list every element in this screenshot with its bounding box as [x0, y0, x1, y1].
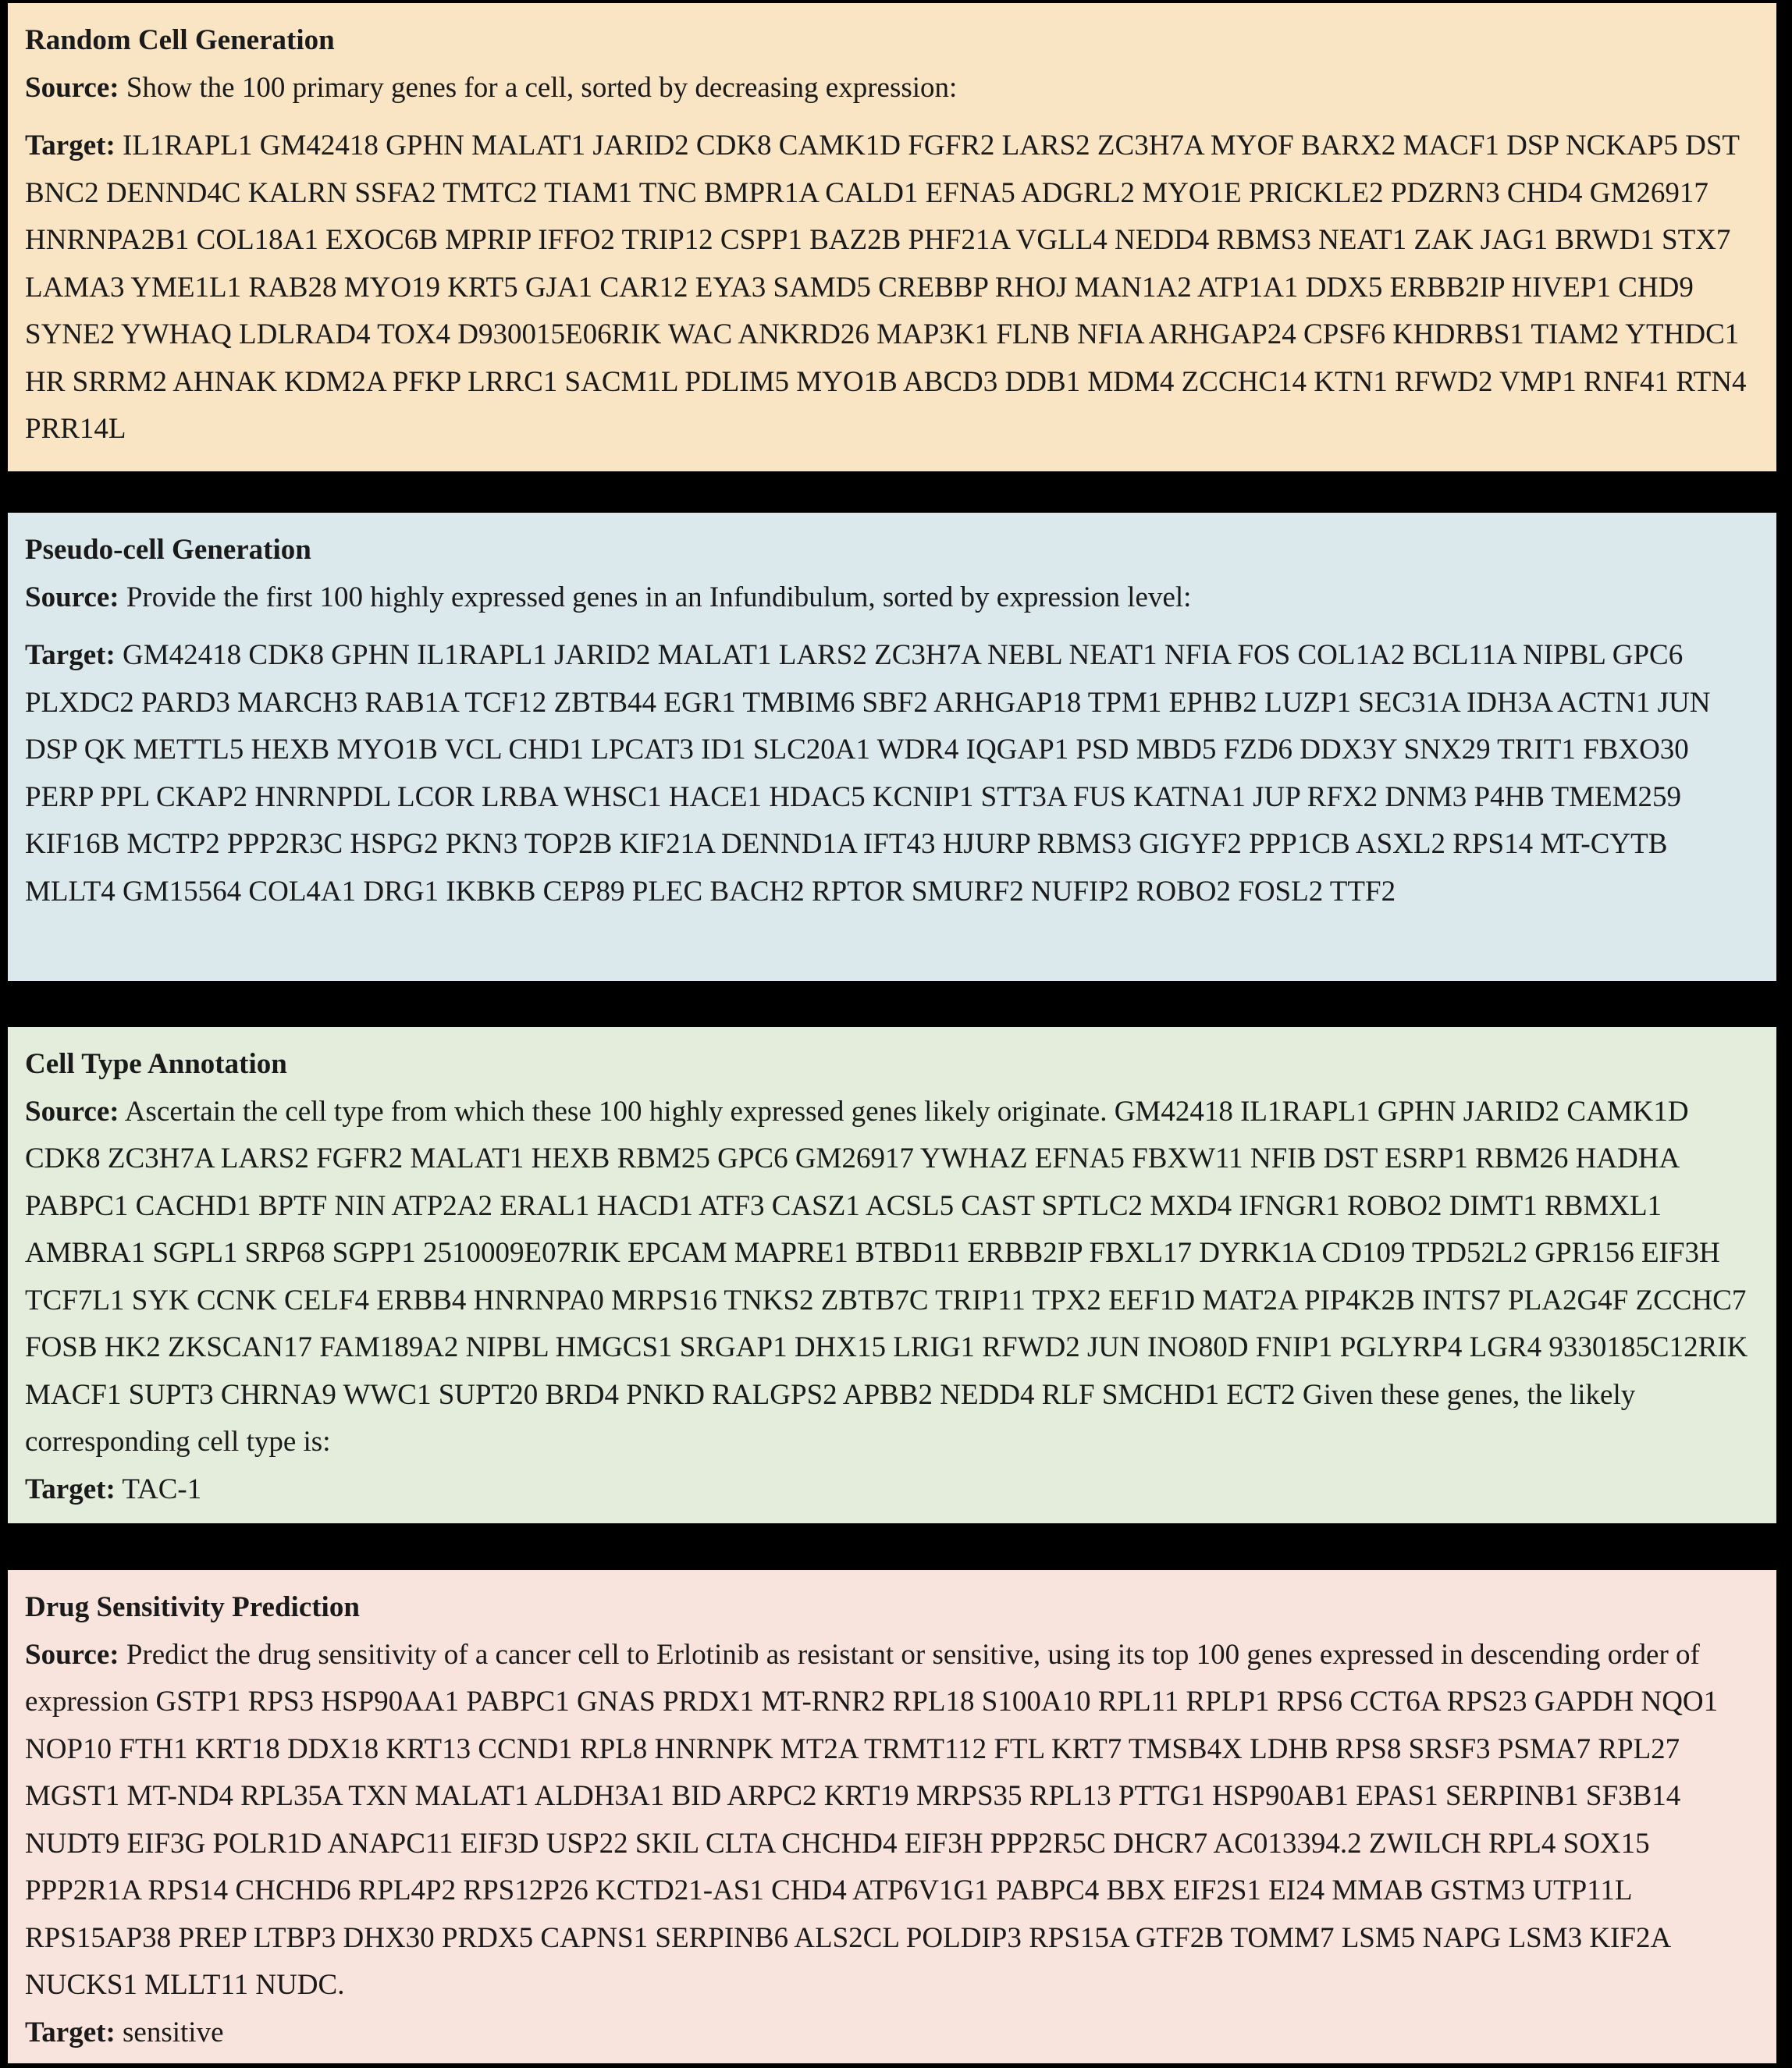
- drug-target-label: Target:: [25, 2016, 116, 2048]
- drug-source-label: Source:: [25, 1638, 119, 1671]
- pseudo-cell-source-text: Provide the first 100 highly expressed genes in an Infundibulum, sorted by expression level:: [126, 581, 1192, 613]
- random-cell-target: [25, 123, 1759, 453]
- cell-type-source: [25, 1089, 1759, 1466]
- pseudo-cell-target-label: Target:: [25, 639, 116, 671]
- pseudo-cell-target-text: GM42418 CDK8 GPHN IL1RAPL1 JARID2 MALAT1 LARS2 ZC3H7A NEBL NEAT1 NFIA FOS COL1A2 BCL11A NIPBL GPC6 PLXDC2 PARD3 MARCH3 RAB1A TCF12 ZBTB44 EGR1 TMBIM6 SBF2 ARHGAP18 TPM1 EPHB2 LUZP1 SEC31A IDH3A ACTN1 JUN DSP QK METTL5 HEXB MYO1B VCL CHD1 LPCAT3 ID1 SLC20A1 WDR4 IQGAP1 PSD MBD5 FZD6 DDX3Y SNX29 TRIT1 FBXO30 PERP PPL CKAP2 HNRNPDL LCOR LRBA WHSC1 HACE1 HDAC5 KCNIP1 STT3A FUS KATNA1 JUP RFX2 DNM3 P4HB TMEM259 KIF16B MCTP2 PPP2R3C HSPG2 PKN3 TOP2B KIF21A DENND1A IFT43 HJURP RBMS3 GIGYF2 PPP1CB ASXL2 RPS14 MT-CYTB MLLT4 GM15564 COL4A1 DRG1 IKBKB CEP89 PLEC BACH2 RPTOR SMURF2 NUFIP2 ROBO2 FOSL2 TTF2: [25, 639, 1711, 908]
- drug-target: [25, 2009, 1759, 2057]
- pseudo-cell-title: Pseudo-cell Generation: [25, 534, 311, 566]
- random-cell-source-text: Show the 100 primary genes for a cell, sorted by decreasing expression:: [126, 71, 958, 104]
- drug-title: Drug Sensitivity Prediction: [25, 1591, 360, 1623]
- random-cell-title: Random Cell Generation: [25, 24, 335, 56]
- drug-sensitivity-panel: [8, 1570, 1776, 2063]
- cell-type-title: Cell Type Annotation: [25, 1048, 287, 1080]
- random-cell-generation-panel: [8, 3, 1776, 471]
- random-cell-source: [25, 65, 1759, 112]
- drug-target-text: sensitive: [123, 2016, 224, 2048]
- cell-type-target-text: TAC-1: [122, 1473, 202, 1505]
- drug-source: [25, 1632, 1759, 2009]
- cell-type-target: [25, 1466, 1759, 1514]
- cell-type-annotation-panel: [8, 1027, 1776, 1523]
- random-cell-target-text: IL1RAPL1 GM42418 GPHN MALAT1 JARID2 CDK8 CAMK1D FGFR2 LARS2 ZC3H7A MYOF BARX2 MACF1 DSP NCKAP5 DST BNC2 DENND4C KALRN SSFA2 TMTC2 TIAM1 TNC BMPR1A CALD1 EFNA5 ADGRL2 MYO1E PRICKLE2 PDZRN3 CHD4 GM26917 HNRNPA2B1 COL18A1 EXOC6B MPRIP IFFO2 TRIP12 CSPP1 BAZ2B PHF21A VGLL4 NEDD4 RBMS3 NEAT1 ZAK JAG1 BRWD1 STX7 LAMA3 YME1L1 RAB28 MYO19 KRT5 GJA1 CAR12 EYA3 SAMD5 CREBBP RHOJ MAN1A2 ATP1A1 DDX5 ERBB2IP HIVEP1 CHD9 SYNE2 YWHAQ LDLRAD4 TOX4 D930015E06RIK WAC ANKRD26 MAP3K1 FLNB NFIA ARHGAP24 CPSF6 KHDRBS1 TIAM2 YTHDC1 HR SRRM2 AHNAK KDM2A PFKP LRRC1 SACM1L PDLIM5 MYO1B ABCD3 DDB1 MDM4 ZCCHC14 KTN1 RFWD2 VMP1 RNF41 RTN4 PRR14L: [25, 130, 1747, 445]
- drug-source-text: Predict the drug sensitivity of a cancer cell to Erlotinib as resistant or sensitive, using its top 100 genes expressed in descending order of expression GSTP1 RPS3 HSP90AA1 PABPC1 GNAS PRDX1 MT-RNR2 RPL18 S100A10 RPL11 RPLP1 RPS6 CCT6A RPS23 GAPDH NQO1 NOP10 FTH1 KRT18 DDX18 KRT13 CCND1 RPL8 HNRNPK MT2A TRMT112 FTL KRT7 TMSB4X LDHB RPS8 SRSF3 PSMA7 RPL27 MGST1 MT-ND4 RPL35A TXN MALAT1 ALDH3A1 BID ARPC2 KRT19 MRPS35 RPL13 PTTG1 HSP90AB1 EPAS1 SERPINB1 SF3B14 NUDT9 EIF3G POLR1D ANAPC11 EIF3D USP22 SKIL CLTA CHCHD4 EIF3H PPP2R5C DHCR7 AC013394.2 ZWILCH RPL4 SOX15 PPP2R1A RPS14 CHCHD6 RPL4P2 RPS12P26 KCTD21-AS1 CHD4 ATP6V1G1 PABPC4 BBX EIF2S1 EI24 MMAB GSTM3 UTP11L RPS15AP38 PREP LTBP3 DHX30 PRDX5 CAPNS1 SERPINB6 ALS2CL POLDIP3 RPS15A GTF2B TOMM7 LSM5 NAPG LSM3 KIF2A NUCKS1 MLLT11 NUDC.: [25, 1638, 1719, 2001]
- cell-type-source-text: Ascertain the cell type from which these 100 highly expressed genes likely originate. GM42418 IL1RAPL1 GPHN JARID2 CAMK1D CDK8 ZC3H7A LARS2 FGFR2 MALAT1 HEXB RBM25 GPC6 GM26917 YWHAZ EFNA5 FBXW11 NFIB DST ESRP1 RBM26 HADHA PABPC1 CACHD1 BPTF NIN ATP2A2 ERAL1 HACD1 ATF3 CASZ1 ACSL5 CAST SPTLC2 MXD4 IFNGR1 ROBO2 DIMT1 RBMXL1 AMBRA1 SGPL1 SRP68 SGPP1 2510009E07RIK EPCAM MAPRE1 BTBD11 ERBB2IP FBXL17 DYRK1A CD109 TPD52L2 GPR156 EIF3H TCF7L1 SYK CCNK CELF4 ERBB4 HNRNPA0 MRPS16 TNKS2 ZBTB7C TRIP11 TPX2 EEF1D MAT2A PIP4K2B INTS7 PLA2G4F ZCCHC7 FOSB HK2 ZKSCAN17 FAM189A2 NIPBL HMGCS1 SRGAP1 DHX15 LRIG1 RFWD2 JUN INO80D FNIP1 PGLYRP4 LGR4 9330185C12RIK MACF1 SUPT3 CHRNA9 WWC1 SUPT20 BRD4 PNKD RALGPS2 APBB2 NEDD4 RLF SMCHD1 ECT2 Given these genes, the likely corresponding cell type is:: [25, 1095, 1748, 1458]
- pseudo-cell-source: [25, 574, 1759, 622]
- random-cell-source-label: Source:: [25, 71, 119, 104]
- cell-type-source-label: Source:: [25, 1095, 119, 1128]
- pseudo-cell-generation-panel: [8, 513, 1776, 981]
- random-cell-target-label: Target:: [25, 130, 116, 162]
- cell-type-target-label: Target:: [25, 1473, 116, 1505]
- pseudo-cell-target: [25, 632, 1759, 915]
- pseudo-cell-source-label: Source:: [25, 581, 119, 613]
